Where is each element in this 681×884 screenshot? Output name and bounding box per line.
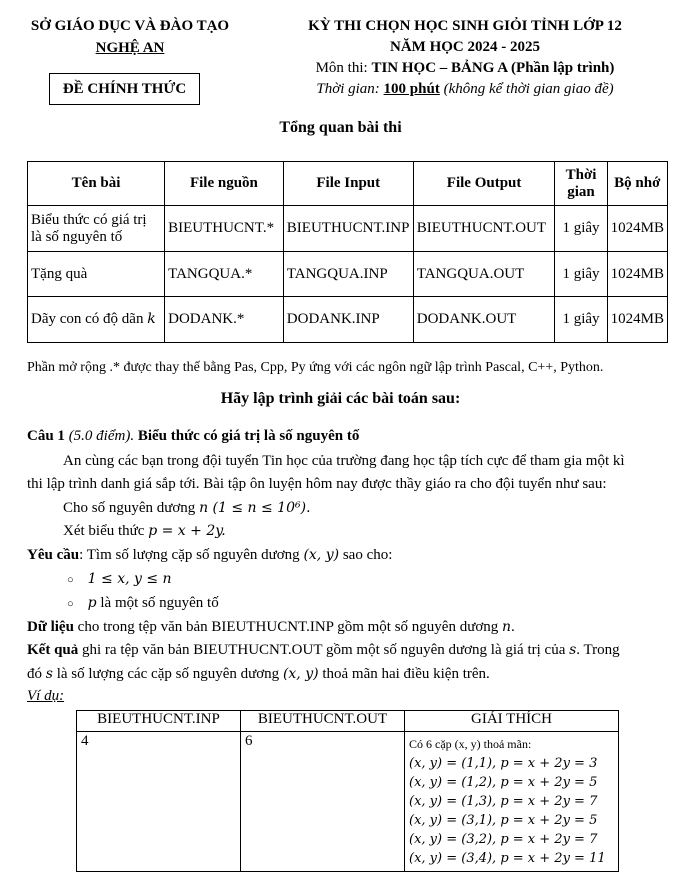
- req-text: : Tìm số lượng cặp số nguyên dương: [79, 547, 304, 563]
- q1-result: Kết quả ghi ra tệp văn bản BIEUTHUCNT.OUT gồm một số nguyên dương là giá trị của s. Trong: [27, 642, 620, 658]
- cell-memory: 1024MB: [607, 252, 667, 297]
- subject-prefix: Môn thi:: [315, 60, 372, 76]
- example-table: [76, 710, 619, 872]
- expr-prefix: Xét biểu thức: [63, 523, 149, 539]
- cell-time: 1 giây: [555, 297, 607, 343]
- overview-table: [27, 161, 668, 343]
- bullet1-math: 1 ≤ x, y ≤ n: [87, 571, 172, 587]
- data-text: cho trong tệp văn bản BIEUTHUCNT.INP gồm một số nguyên dương: [73, 619, 503, 635]
- cell-output: DODANK.OUT: [413, 297, 555, 343]
- col-time: Thời gian: [555, 162, 607, 206]
- q1-heading: [27, 426, 667, 447]
- cell-output: BIEUTHUCNT.OUT: [413, 206, 555, 252]
- result-label: Kết quả: [27, 642, 79, 658]
- bullet2-text: là một số nguyên tố: [96, 595, 219, 611]
- explain-line: (x, y) = (1,1), p = x + 2y = 3: [409, 756, 598, 771]
- example-col-output: BIEUTHUCNT.OUT: [241, 711, 405, 732]
- cell-name-text: Dãy con có độ dãn: [31, 311, 144, 327]
- exam-title: KỲ THI CHỌN HỌC SINH GIỎI TỈNH LỚP 12: [308, 18, 622, 34]
- given-math: n (1 ≤ n ≤ 10⁶).: [199, 500, 311, 516]
- example-explanation: [405, 732, 619, 872]
- time-line: [250, 81, 680, 98]
- cell-time: 1 giây: [555, 252, 607, 297]
- cell-name: [28, 297, 165, 343]
- req-math: (x, y): [303, 547, 340, 563]
- col-name: Tên bài: [28, 162, 165, 206]
- q1-bullet-1: [27, 569, 681, 591]
- official-badge: ĐỀ CHÍNH THỨC: [49, 73, 200, 105]
- q1-expression: [27, 521, 681, 542]
- cell-input: DODANK.INP: [283, 297, 413, 343]
- result2-math2: (x, y): [282, 666, 319, 682]
- q1-result-2: [27, 664, 667, 685]
- explain-line: (x, y) = (3,4), p = x + 2y = 11: [409, 851, 606, 866]
- explain-line: (x, y) = (1,3), p = x + 2y = 7: [409, 794, 598, 809]
- example-header-row: [77, 711, 619, 732]
- bullet2-math: p: [87, 595, 97, 611]
- col-memory: Bộ nhớ: [607, 162, 667, 206]
- q1-bullet-2: [27, 593, 681, 615]
- example-label: Ví dụ:: [27, 688, 65, 704]
- explain-line: (x, y) = (3,2), p = x + 2y = 7: [409, 832, 598, 847]
- result2-prefix: đó: [27, 666, 46, 682]
- table-row: [28, 297, 668, 343]
- cell-name: Biểu thức có giá trị là số nguyên tố: [28, 206, 165, 252]
- department-name: SỞ GIÁO DỤC VÀ ĐÀO TẠO: [30, 18, 230, 34]
- table-row: [28, 206, 668, 252]
- subject-value: TIN HỌC – BẢNG A (Phần lập trình): [371, 60, 615, 76]
- bullet-circle-icon: ○: [67, 574, 74, 586]
- cell-source: DODANK.*: [165, 297, 284, 343]
- cell-source: TANGQUA.*: [165, 252, 284, 297]
- cell-output: TANGQUA.OUT: [413, 252, 555, 297]
- result2-math1: s: [45, 666, 53, 682]
- example-col-explain: GIẢI THÍCH: [405, 711, 619, 732]
- example-col-input: BIEUTHUCNT.INP: [77, 711, 241, 732]
- result-math: s: [569, 642, 577, 658]
- cell-time: 1 giây: [555, 206, 607, 252]
- table-row: [77, 732, 619, 872]
- overview-title: Tổng quan bài thi: [279, 119, 402, 136]
- req-suffix: sao cho:: [339, 547, 393, 563]
- col-source: File nguồn: [165, 162, 284, 206]
- explain-line: (x, y) = (3,1), p = x + 2y = 5: [409, 813, 598, 828]
- result2-text: là số lượng các cặp số nguyên dương: [52, 666, 283, 682]
- time-suffix: (không kể thời gian giao đề): [439, 81, 614, 97]
- bullet-circle-icon: ○: [67, 598, 74, 610]
- q1-given: [27, 498, 681, 519]
- q1-requirement: [27, 545, 667, 566]
- q1-label: Câu 1: [27, 428, 65, 444]
- q1-data: Dữ liệu cho trong tệp văn bản BIEUTHUCNT.INP gồm một số nguyên dương n.: [27, 619, 515, 635]
- cell-memory: 1024MB: [607, 297, 667, 343]
- explain-intro: Có 6 cặp (x, y) thoả mãn:: [409, 737, 532, 751]
- result2-suffix: thoả mãn hai điều kiện trên.: [318, 666, 490, 682]
- col-input: File Input: [283, 162, 413, 206]
- cell-name: Tặng quà: [28, 252, 165, 297]
- school-year: NĂM HỌC 2024 - 2025: [390, 39, 540, 55]
- example-output-value: 6: [241, 732, 405, 872]
- province-name: [20, 40, 240, 57]
- cell-source: BIEUTHUCNT.*: [165, 206, 284, 252]
- q1-points: (5.0 điểm).: [64, 428, 135, 444]
- time-value: 100 phút: [383, 81, 440, 97]
- q1-paragraph-1: An cùng các bạn trong đội tuyển Tin học của trường đang học tập tích cực để tham gia một kì: [63, 453, 625, 469]
- subject-line: [250, 60, 680, 77]
- example-input-value: 4: [77, 732, 241, 872]
- result-text: ghi ra tệp văn bản BIEUTHUCNT.OUT gồm một số nguyên dương là giá trị của: [78, 642, 570, 658]
- req-label: Yêu cầu: [27, 547, 80, 563]
- data-label: Dữ liệu: [27, 619, 74, 635]
- province-label: NGHỆ AN: [95, 40, 165, 56]
- given-prefix: Cho số nguyên dương: [63, 500, 200, 516]
- cell-input: BIEUTHUCNT.INP: [283, 206, 413, 252]
- extension-note: Phần mở rộng .* được thay thế bằng Pas, Cpp, Py ứng với các ngôn ngữ lập trình Pascal, C++, Python.: [27, 360, 604, 375]
- data-math: n: [502, 619, 512, 635]
- section-title: Hãy lập trình giải các bài toán sau:: [220, 390, 461, 407]
- cell-input: TANGQUA.INP: [283, 252, 413, 297]
- table-row: [28, 252, 668, 297]
- expr-math: p = x + 2y.: [148, 523, 226, 539]
- col-output: File Output: [413, 162, 555, 206]
- time-prefix: Thời gian:: [316, 81, 384, 97]
- explain-line: (x, y) = (1,2), p = x + 2y = 5: [409, 775, 598, 790]
- q1-title: Biểu thức có giá trị là số nguyên tố: [134, 428, 360, 444]
- overview-header-row: [28, 162, 668, 206]
- cell-memory: 1024MB: [607, 206, 667, 252]
- q1-paragraph-2: thi lập trình danh giá sắp tới. Bài tập ôn luyện hôm nay được thầy giáo ra cho đội tuyển như sau:: [27, 476, 607, 492]
- cell-name-math: k: [147, 311, 156, 327]
